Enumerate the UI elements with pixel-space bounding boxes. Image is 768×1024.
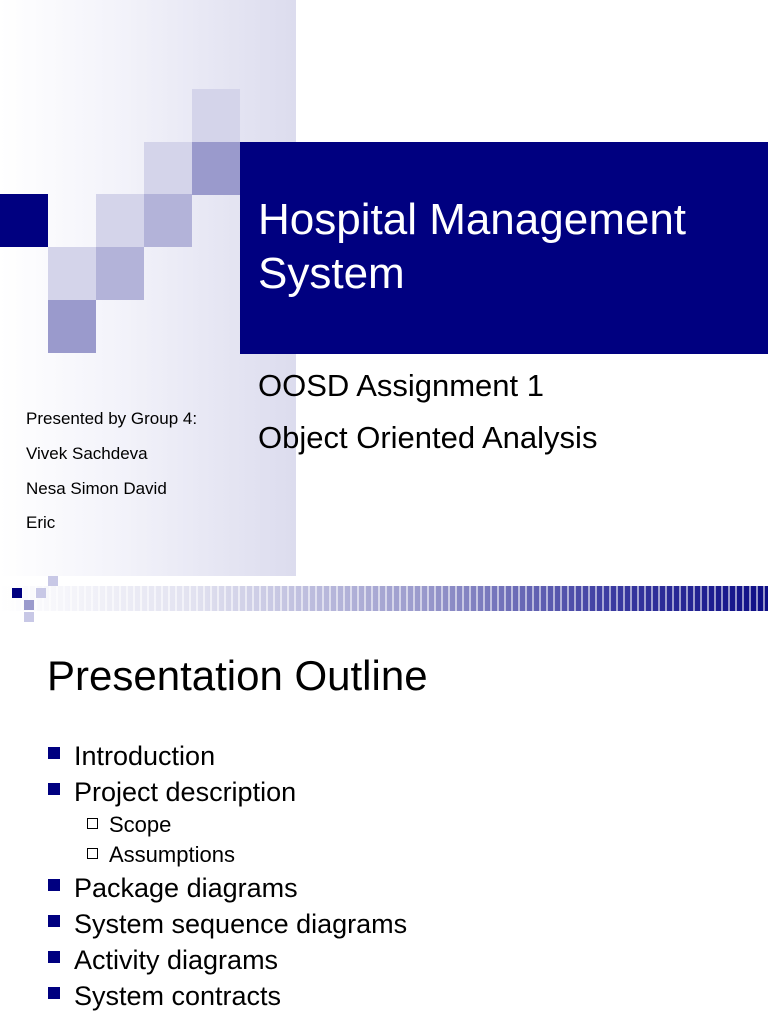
- list-item: [0, 870, 768, 906]
- checker-square: [48, 247, 96, 300]
- title-line-2: System: [258, 249, 405, 298]
- presenter-name: Nesa Simon David: [26, 479, 167, 498]
- corner-square: [12, 588, 22, 598]
- checker-square: [144, 142, 192, 195]
- square-bullet-icon: [48, 951, 60, 963]
- square-bullet-icon: [48, 783, 60, 795]
- checker-square: [96, 194, 144, 247]
- outline-title: Presentation Outline: [47, 652, 428, 699]
- subtitle-line-2: Object Oriented Analysis: [258, 420, 598, 455]
- checker-square: [192, 142, 240, 195]
- sub-list-item: [0, 810, 768, 840]
- corner-square: [36, 588, 46, 598]
- list-item-label: Activity diagrams: [74, 945, 279, 975]
- list-item: [0, 774, 768, 810]
- square-bullet-icon: [48, 747, 60, 759]
- list-item-label: Introduction: [74, 741, 216, 771]
- title-line-1: Hospital Management: [258, 195, 687, 244]
- corner-square: [48, 576, 58, 586]
- square-bullet-icon: [48, 987, 60, 999]
- list-item: [0, 738, 768, 774]
- presenter-name: Vivek Sachdeva: [26, 444, 148, 463]
- corner-square: [24, 612, 34, 622]
- list-item-label: Package diagrams: [74, 873, 298, 903]
- corner-square: [24, 600, 34, 610]
- list-item: [0, 978, 768, 1014]
- slide-title: [258, 193, 758, 301]
- checker-square: [144, 194, 192, 247]
- sub-list-item: [0, 840, 768, 870]
- checker-square: [48, 300, 96, 353]
- presenter-heading: Presented by Group 4:: [26, 409, 198, 428]
- striped-header-bar: [0, 586, 768, 611]
- presenter-name: Eric: [26, 513, 56, 532]
- square-bullet-icon: [48, 879, 60, 891]
- subtitle-line-1: OOSD Assignment 1: [258, 368, 545, 403]
- outline-list: [0, 738, 768, 1014]
- outline-slide: [0, 576, 768, 1024]
- left-accent-band: [0, 194, 48, 247]
- hollow-square-bullet-icon: [87, 818, 98, 829]
- list-item: [0, 942, 768, 978]
- checker-square: [192, 89, 240, 142]
- list-item-label: System contracts: [74, 981, 282, 1011]
- list-item-label: Project description: [74, 777, 297, 807]
- hollow-square-bullet-icon: [87, 848, 98, 859]
- sub-list-item-label: Scope: [109, 812, 172, 837]
- square-bullet-icon: [48, 915, 60, 927]
- sub-list-item-label: Assumptions: [109, 842, 235, 867]
- checker-square: [96, 247, 144, 300]
- list-item-label: System sequence diagrams: [74, 909, 408, 939]
- list-item: [0, 906, 768, 942]
